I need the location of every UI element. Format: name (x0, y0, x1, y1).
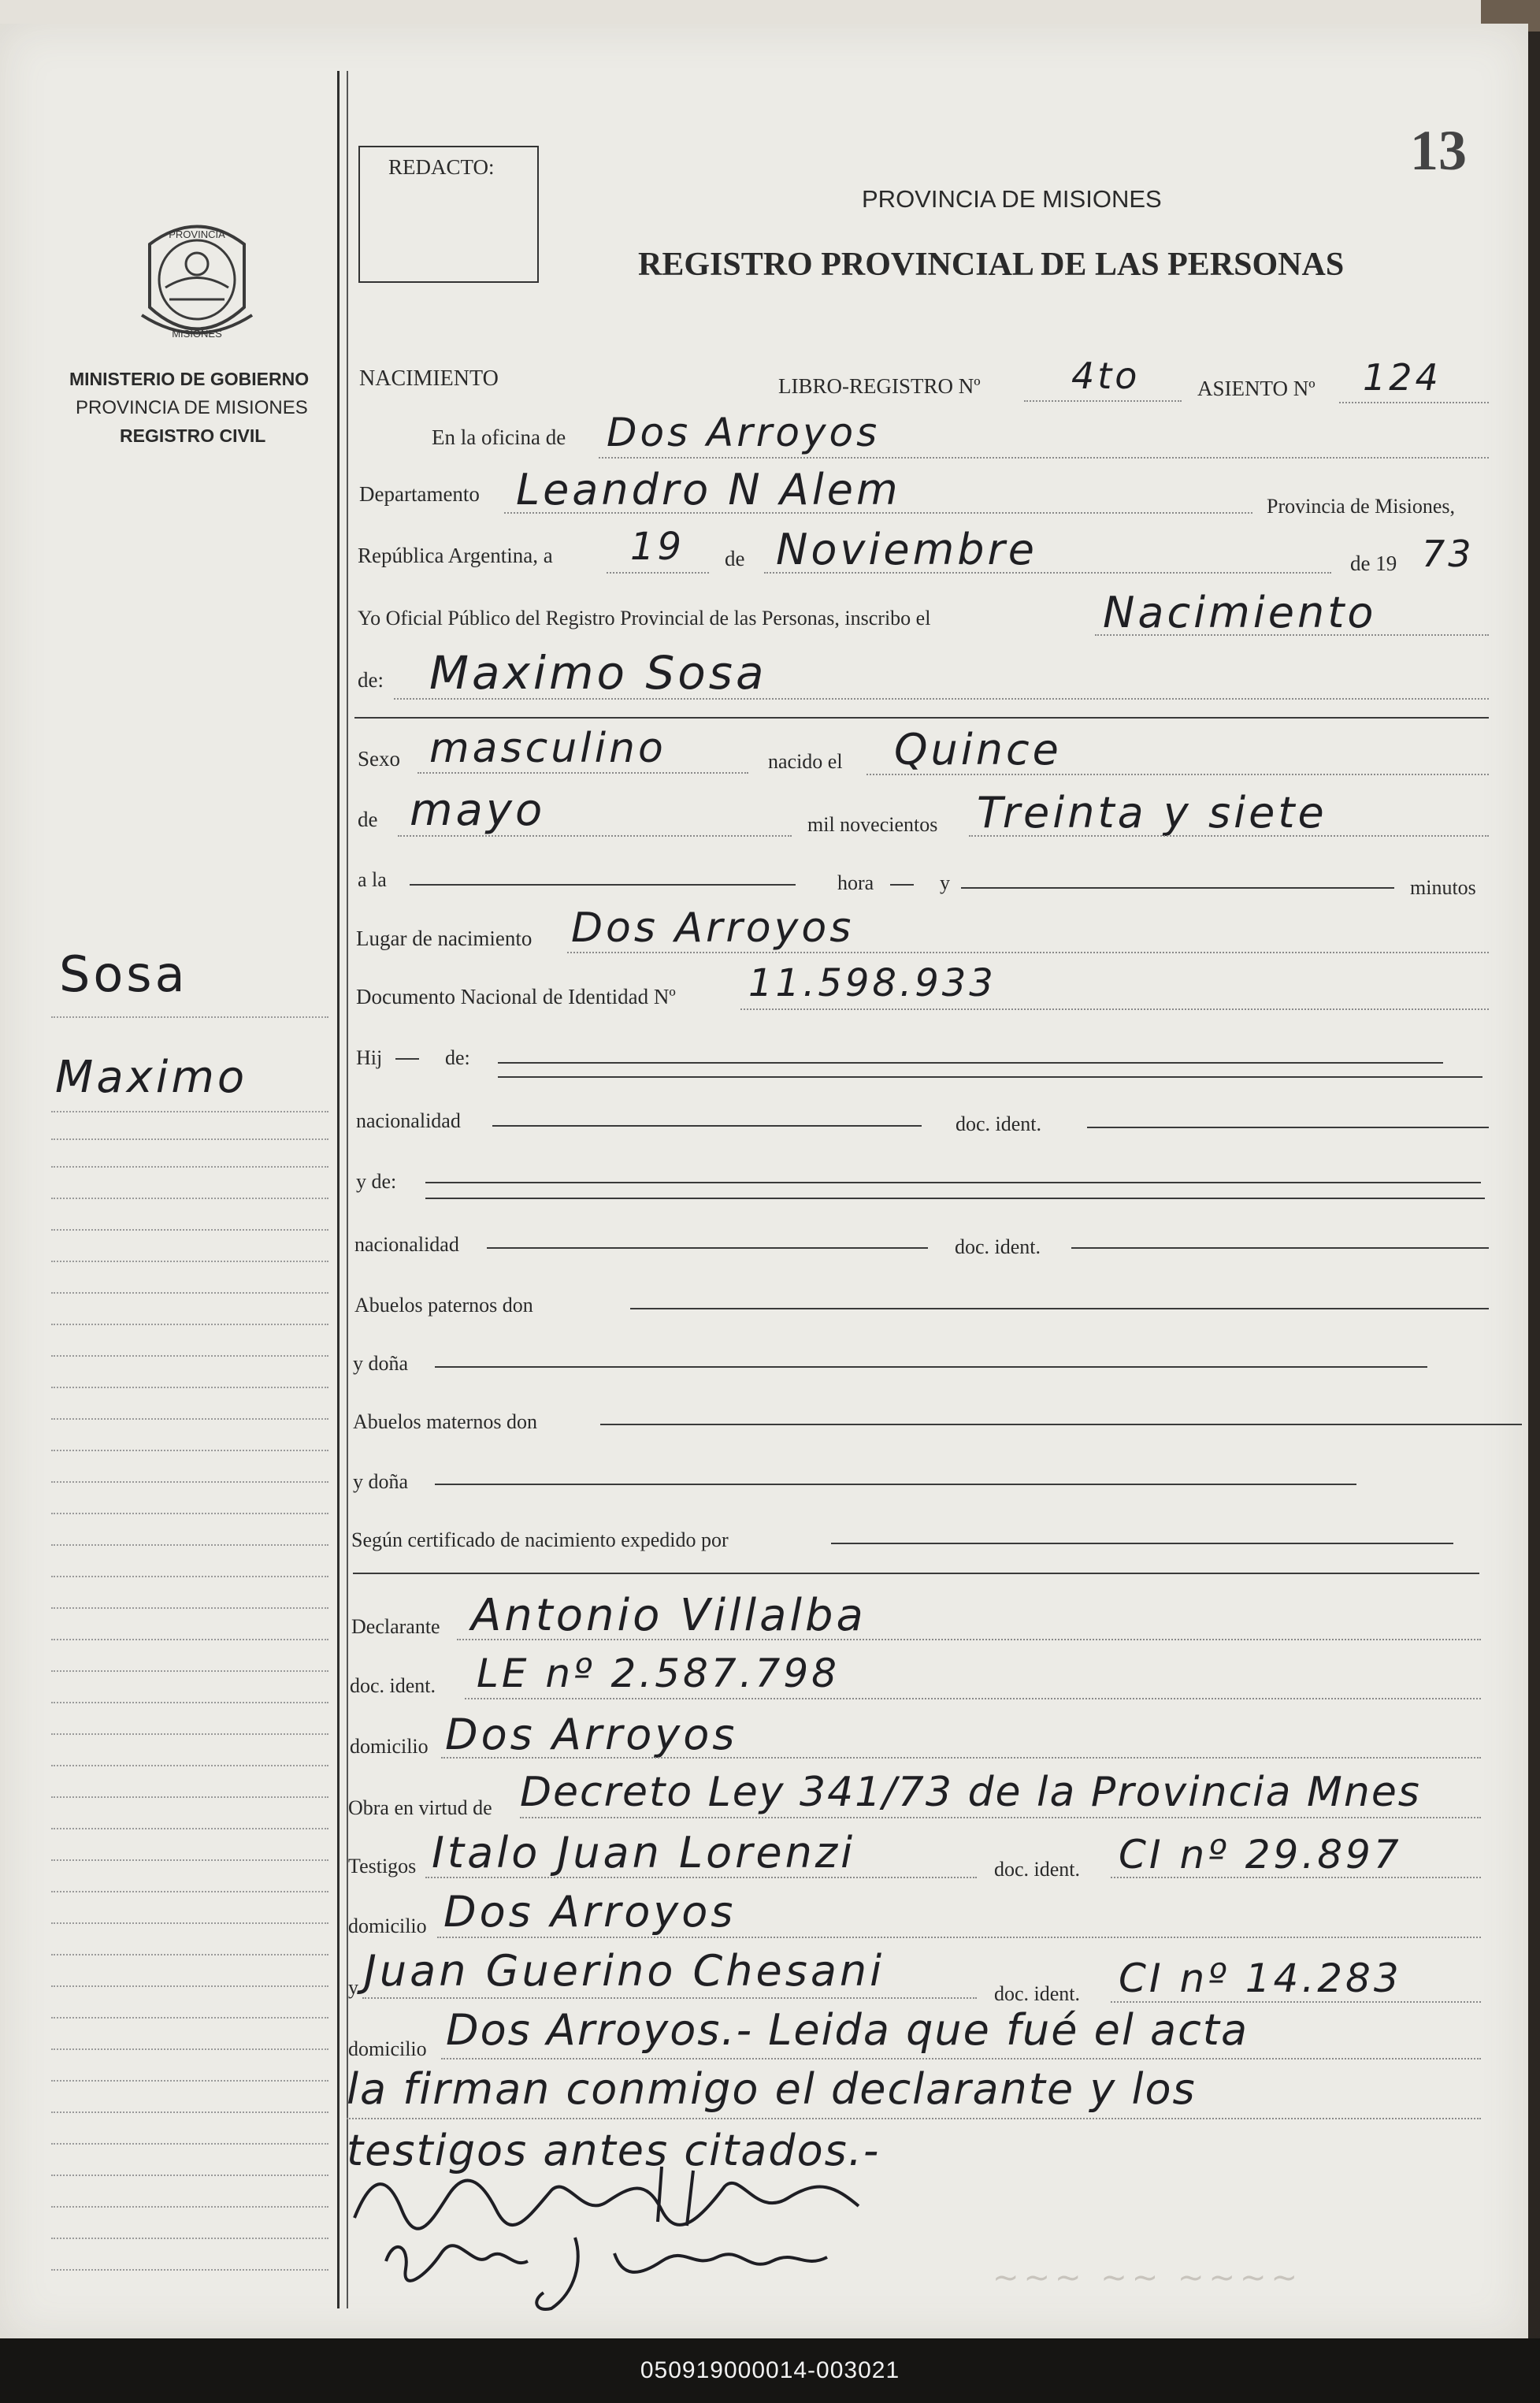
margin-rule (51, 1387, 328, 1388)
label-libro: LIBRO-REGISTRO Nº (778, 374, 981, 398)
label-nacionalidad2: nacionalidad (354, 1233, 459, 1256)
rule (1071, 1247, 1489, 1249)
rule (567, 952, 1489, 953)
redacto-box (358, 146, 539, 283)
rule (395, 1058, 419, 1060)
value-testigo1: Italo Juan Lorenzi (432, 1828, 856, 1877)
margin-rule (51, 1891, 328, 1892)
rule (492, 1125, 922, 1127)
page-number: 13 (1410, 119, 1467, 182)
value-nacido-dia: Quince (894, 725, 1062, 774)
margin-rule (51, 1198, 328, 1199)
label-departamento: Departamento (359, 482, 480, 506)
label-documento: Documento Nacional de Identidad Nº (356, 985, 676, 1008)
section-rule (354, 717, 1489, 719)
ministry-line3: REGISTRO CIVIL (120, 425, 266, 446)
rule (353, 1573, 1479, 1574)
rule (607, 572, 709, 574)
label-yo-oficial: Yo Oficial Público del Registro Provincial de las Personas, inscribo el (358, 607, 931, 630)
label-y-de: y de: (356, 1170, 397, 1193)
margin-rule (51, 1229, 328, 1231)
margin-rule (51, 2269, 328, 2271)
label-y-dona1: y doña (353, 1352, 409, 1375)
label-hij: Hij (356, 1046, 383, 1069)
rule (398, 835, 792, 837)
margin-rule (51, 1796, 328, 1798)
value-mes: Noviembre (776, 525, 1037, 574)
label-domicilio1: domicilio (350, 1735, 429, 1758)
rule (410, 884, 796, 886)
value-testigo2: Juan Guerino Chesani (364, 1946, 885, 1996)
archive-id: 050919000014-003021 (0, 2338, 1540, 2403)
rule (457, 1639, 1481, 1640)
margin-rule (51, 2143, 328, 2145)
label-abuelos-paternos: Abuelos paternos don (354, 1294, 533, 1317)
rule (890, 884, 914, 886)
rule (435, 1366, 1427, 1368)
rule (1339, 402, 1489, 403)
value-departamento: Leandro N Alem (516, 465, 901, 514)
value-oficina: Dos Arroyos (607, 410, 881, 455)
label-docident4: doc. ident. (994, 1858, 1081, 1881)
rule (437, 1937, 1481, 1938)
label-segun: Según certificado de nacimiento expedido por (351, 1528, 729, 1551)
rule (630, 1308, 1489, 1309)
label-abuelos-maternos: Abuelos maternos don (353, 1410, 537, 1433)
label-hij-de: de: (445, 1046, 470, 1069)
signature-testigo (378, 2230, 866, 2316)
margin-rule (51, 1166, 328, 1168)
margin-rule (51, 1016, 328, 1018)
rule (1111, 1877, 1481, 1878)
value-declarante: Antonio Villalba (471, 1590, 866, 1641)
value-asiento: 124 (1363, 356, 1442, 399)
label-mil: mil novecientos (807, 813, 938, 836)
margin-rule (51, 1607, 328, 1609)
value-declarante-doc: LE nº 2.587.798 (477, 1651, 840, 1696)
rule (600, 1424, 1522, 1425)
label-obra: Obra en virtud de (348, 1796, 492, 1819)
provincial-seal-icon (134, 213, 260, 351)
rule (498, 1076, 1482, 1078)
rule (1024, 400, 1182, 402)
margin-rule (51, 1859, 328, 1861)
margin-rule (51, 2017, 328, 2019)
label-domicilio3: domicilio (348, 2037, 427, 2060)
margin-given-name: Maximo (55, 1052, 248, 1103)
margin-rule (51, 1324, 328, 1325)
label-nacido: nacido el (768, 750, 843, 773)
rule (394, 698, 1489, 700)
margin-rule (51, 1261, 328, 1262)
value-nombre: Maximo Sosa (429, 646, 767, 700)
margin-surname: Sosa (59, 945, 188, 1003)
margin-rule (51, 1670, 328, 1672)
rule (599, 457, 1489, 459)
label-y2: y (348, 1976, 358, 1999)
rule (1095, 634, 1489, 636)
margin-rule (51, 1985, 328, 1987)
margin-line-inner (347, 71, 348, 2308)
label-de2: de (358, 808, 378, 831)
label-domicilio2: domicilio (348, 1915, 427, 1937)
rule (764, 572, 1331, 574)
margin-rule (51, 2238, 328, 2239)
margin-rule (51, 1733, 328, 1735)
rule (425, 1198, 1485, 1199)
rule (866, 774, 1489, 775)
rule (425, 1877, 977, 1878)
rule (347, 2118, 1481, 2119)
rule (362, 1997, 977, 1999)
margin-rule (51, 2080, 328, 2082)
margin-rule (51, 1639, 328, 1640)
label-sexo: Sexo (358, 747, 400, 771)
label-docident5: doc. ident. (994, 1982, 1081, 2005)
margin-rule (51, 1450, 328, 1451)
margin-rule (51, 1544, 328, 1546)
rule (498, 1062, 1443, 1064)
value-sexo: masculino (429, 725, 666, 772)
rule (740, 1008, 1489, 1010)
rule (961, 887, 1394, 889)
signature-declarante (347, 2163, 914, 2234)
label-de-colon: de: (358, 668, 384, 692)
label-a-la: a la (358, 868, 387, 891)
label-provincia: Provincia de Misiones, (1267, 495, 1456, 518)
label-de: de (725, 547, 745, 570)
margin-rule (51, 2206, 328, 2208)
margin-rule (51, 1922, 328, 1924)
margin-rule (51, 1765, 328, 1766)
label-docident1: doc. ident. (956, 1112, 1042, 1135)
seal-top-text: PROVINCIA (169, 228, 225, 240)
label-testigos: Testigos (348, 1855, 417, 1877)
closing-line1: la firman conmigo el declarante y los (347, 2064, 1197, 2114)
label-minutos: minutos (1410, 876, 1476, 899)
margin-rule (51, 1355, 328, 1357)
value-testigo2-domicilio: Dos Arroyos.- Leida que fué el acta (446, 2005, 1249, 2055)
rule (487, 1247, 928, 1249)
label-hora: hora (837, 871, 874, 894)
registry-heading: REGISTRO PROVINCIAL DE LAS PERSONAS (638, 247, 1345, 283)
label-republica: República Argentina, a (358, 544, 553, 567)
label-docident3: doc. ident. (350, 1674, 436, 1697)
province-heading: PROVINCIA DE MISIONES (862, 185, 1162, 213)
margin-rule (51, 1513, 328, 1514)
label-de19: de 19 (1350, 552, 1397, 575)
label-asiento: ASIENTO Nº (1197, 377, 1315, 400)
rule (465, 1698, 1481, 1699)
margin-rule (51, 1954, 328, 1955)
rule (504, 512, 1252, 514)
seal-bottom-text: MISIONES (172, 328, 222, 340)
rule (441, 1757, 1481, 1759)
bleed-through-mark: ~~~ ~~ ~~~~ (993, 2260, 1303, 2296)
label-lugar: Lugar de nacimiento (356, 927, 533, 950)
label-y-dona2: y doña (353, 1470, 409, 1493)
label-declarante: Declarante (351, 1615, 440, 1638)
value-testigo2-doc: CI nº 14.283 (1119, 1955, 1402, 2001)
registry-page (0, 24, 1528, 2340)
label-oficina: En la oficina de (432, 425, 566, 449)
margin-rule (51, 2111, 328, 2113)
margin-rule (51, 1138, 328, 1140)
rule (425, 1182, 1481, 1183)
margin-rule (51, 1292, 328, 1294)
margin-rule (51, 2048, 328, 2050)
rule (435, 1484, 1356, 1485)
label-y: y (940, 871, 950, 894)
label-nacionalidad1: nacionalidad (356, 1109, 461, 1132)
margin-rule (51, 1481, 328, 1483)
rule (1111, 2001, 1481, 2003)
value-anio: 73 (1422, 533, 1475, 575)
margin-rule (51, 1111, 328, 1112)
value-libro: 4to (1071, 355, 1141, 397)
rule (441, 2058, 1481, 2059)
value-declarante-domicilio: Dos Arroyos (445, 1710, 738, 1759)
ministry-line2: PROVINCIA DE MISIONES (76, 397, 308, 418)
rule (520, 1817, 1481, 1818)
margin-rule (51, 2175, 328, 2176)
label-nacimiento: NACIMIENTO (359, 366, 499, 391)
value-obra: Decreto Ley 341/73 de la Provincia Mnes (520, 1769, 1421, 1816)
margin-rule (51, 1576, 328, 1577)
rule (417, 772, 748, 774)
value-inscribo: Nacimiento (1103, 588, 1377, 637)
rule (969, 835, 1489, 837)
margin-rule (51, 1702, 328, 1703)
margin-rule (51, 1828, 328, 1829)
ministry-line1: MINISTERIO DE GOBIERNO (69, 369, 310, 389)
value-dia: 19 (630, 525, 685, 569)
rule (831, 1543, 1453, 1544)
closing-line2: testigos antes citados.- (347, 2126, 881, 2175)
value-nacido-anio: Treinta y siete (977, 788, 1327, 838)
value-dni: 11.598.933 (748, 961, 996, 1005)
value-testigo1-domicilio: Dos Arroyos (443, 1887, 737, 1937)
value-testigo1-doc: CI nº 29.897 (1119, 1832, 1402, 1877)
margin-line-outer (337, 71, 340, 2308)
margin-rule (51, 1418, 328, 1420)
label-docident2: doc. ident. (955, 1235, 1041, 1258)
rule (1087, 1127, 1489, 1128)
redacto-label: REDACTO: (388, 155, 495, 179)
value-nacido-mes: mayo (410, 785, 546, 836)
value-lugar: Dos Arroyos (571, 904, 855, 952)
